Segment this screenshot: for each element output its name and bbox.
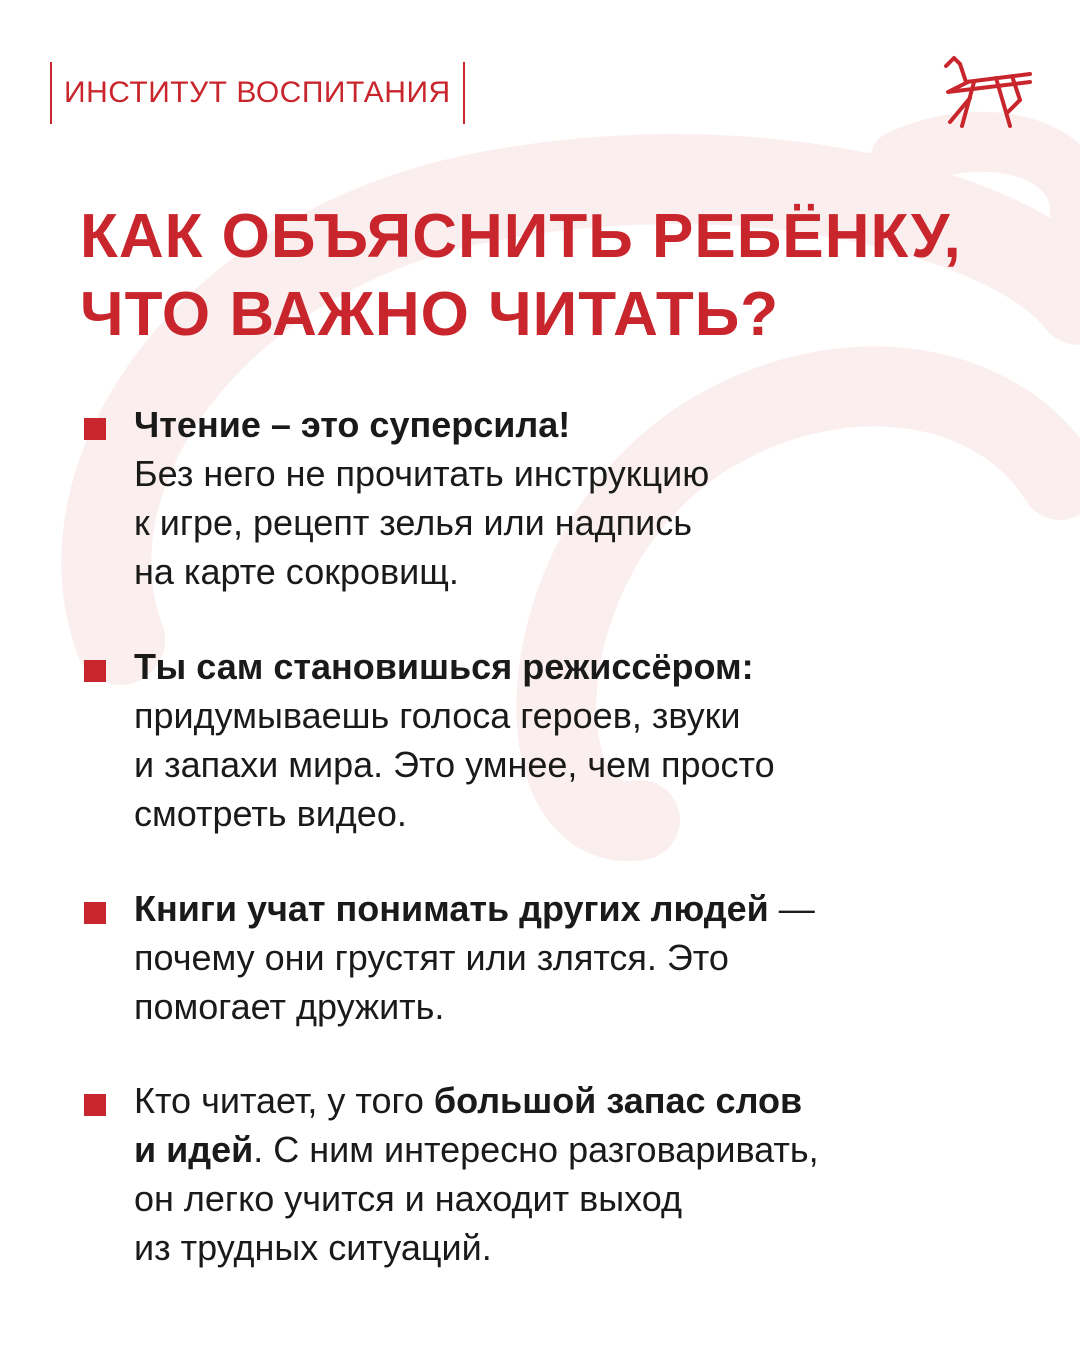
item-line: Без него не прочитать инструкцию [134,453,710,494]
list-item-text [134,1076,1024,1272]
item-line: из трудных ситуаций. [134,1227,492,1268]
title-line-2: ЧТО ВАЖНО ЧИТАТЬ? [80,280,780,349]
bullet-square-icon [84,660,106,682]
item-heading: Чтение – это суперсила! [134,404,571,445]
item-line: . С ним интересно разговаривать, [253,1129,819,1170]
item-line: почему они грустят или злятся. Это [134,937,729,978]
item-line: придумываешь голоса героев, звуки [134,695,741,736]
item-heading: Книги учат понимать других людей [134,888,769,929]
list-item-text [134,884,1024,1031]
bullet-square-icon [84,1094,106,1116]
item-dash: — [768,888,815,929]
org-name: ИНСТИТУТ ВОСПИТАНИЯ [64,76,451,109]
list-item-text [134,642,1024,838]
bullet-square-icon [84,902,106,924]
bullet-square-icon [84,418,106,440]
item-prefix: Кто читает, у того [134,1080,434,1121]
page-title [80,198,1060,354]
item-line: и запахи мира. Это умнее, чем просто [134,744,775,785]
org-header [50,62,465,124]
item-emphasis: и идей [134,1129,254,1170]
list-item-text [134,400,1024,596]
item-line: к игре, рецепт зелья или надпись [134,502,692,543]
horse-logo-icon [940,52,1036,132]
item-line: помогает дружить. [134,986,445,1027]
item-heading: Ты сам становишься режиссёром: [134,646,754,687]
title-line-1: КАК ОБЪЯСНИТЬ РЕБЁНКУ, [80,202,962,271]
item-emphasis: большой запас слов [433,1080,803,1121]
item-line: смотреть видео. [134,793,407,834]
item-line: он легко учится и находит выход [134,1178,682,1219]
item-line: на карте сокровищ. [134,551,459,592]
